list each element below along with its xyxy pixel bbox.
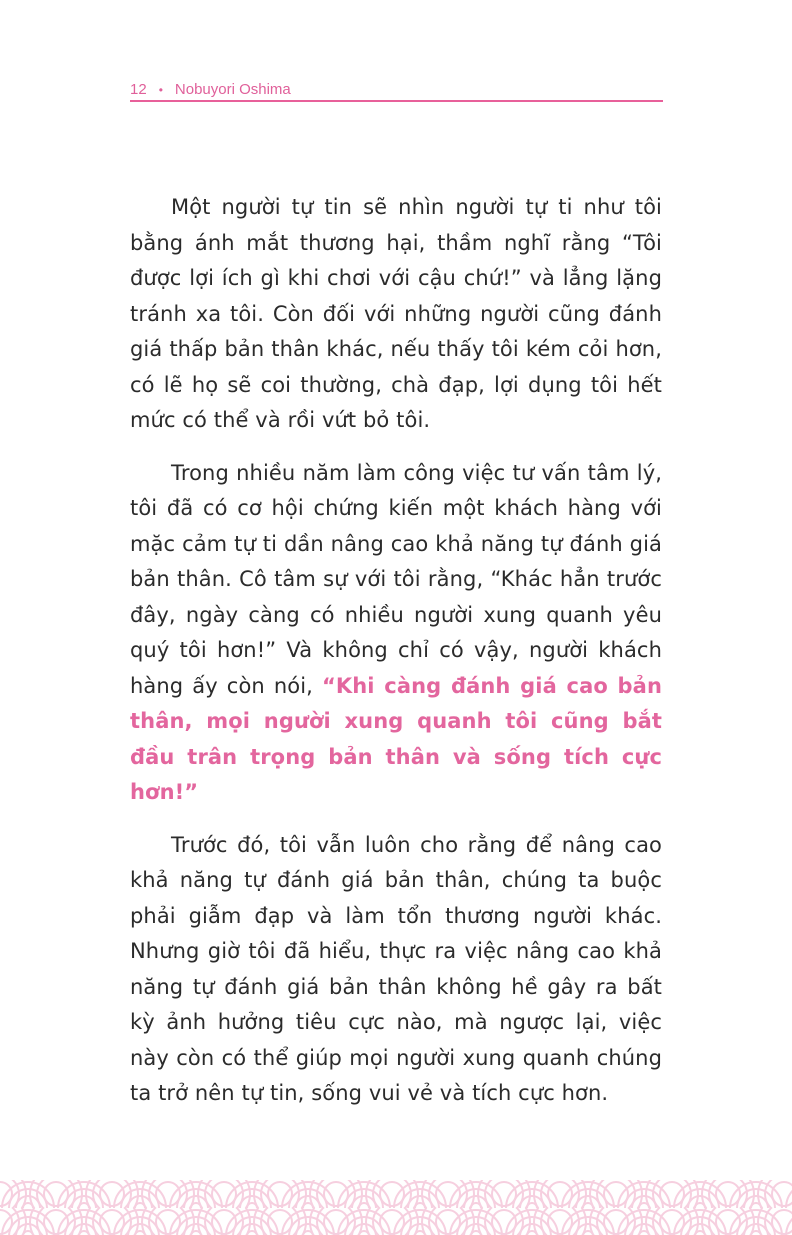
paragraph-1 <box>130 190 662 439</box>
page-number: 12 <box>130 81 147 98</box>
wave-pattern-decoration <box>0 1180 792 1235</box>
author-name: Nobuyori Oshima <box>174 81 291 98</box>
highlighted-quote: “Khi càng đánh giá cao bản thân, mọi người xung quanh tôi cũng bắt đầu trân trọng bản thân và sống tích cực hơn!” <box>130 673 662 804</box>
body-text <box>130 190 662 1129</box>
paragraph-2 <box>130 456 662 811</box>
paragraph-2-text: Trong nhiều năm làm công việc tư vấn tâm lý, tôi đã có cơ hội chứng kiến một khách hàng với mặc cảm tự ti dần nâng cao khả năng tự đánh giá bản thân. Cô tâm sự với tôi rằng, “Khác hẳn trước đây, ngày càng có nhiều người xung quanh yêu quý tôi hơn!” Và không chỉ có vậy, người khách hàng ấy còn nói, <box>130 460 662 698</box>
header-separator: • <box>158 83 163 97</box>
paragraph-1-text: Một người tự tin sẽ nhìn người tự ti như tôi bằng ánh mắt thương hại, thầm nghĩ rằng “Tôi được lợi ích gì khi chơi với cậu chứ!” và lẳng lặng tránh xa tôi. Còn đối với những người cũng đánh giá thấp bản thân khác, nếu thấy tôi kém cỏi hơn, có lẽ họ sẽ coi thường, chà đạp, lợi dụng tôi hết mức có thể và rồi vứt bỏ tôi. <box>130 195 662 432</box>
paragraph-3-text: Trước đó, tôi vẫn luôn cho rằng để nâng cao khả năng tự đánh giá bản thân, chúng ta buộc phải giẫm đạp và làm tổn thương người khác. Nhưng giờ tôi đã hiểu, thực ra việc nâng cao khả năng tự đánh giá bản thân không hề gây ra bất kỳ ảnh hưởng tiêu cực nào, mà ngược lại, việc này còn có thể giúp mọi người xung quanh chúng ta trở nên tự tin, sống vui vẻ và tích cực hơn. <box>130 832 662 1105</box>
paragraph-3 <box>130 828 662 1112</box>
running-header <box>130 80 663 102</box>
